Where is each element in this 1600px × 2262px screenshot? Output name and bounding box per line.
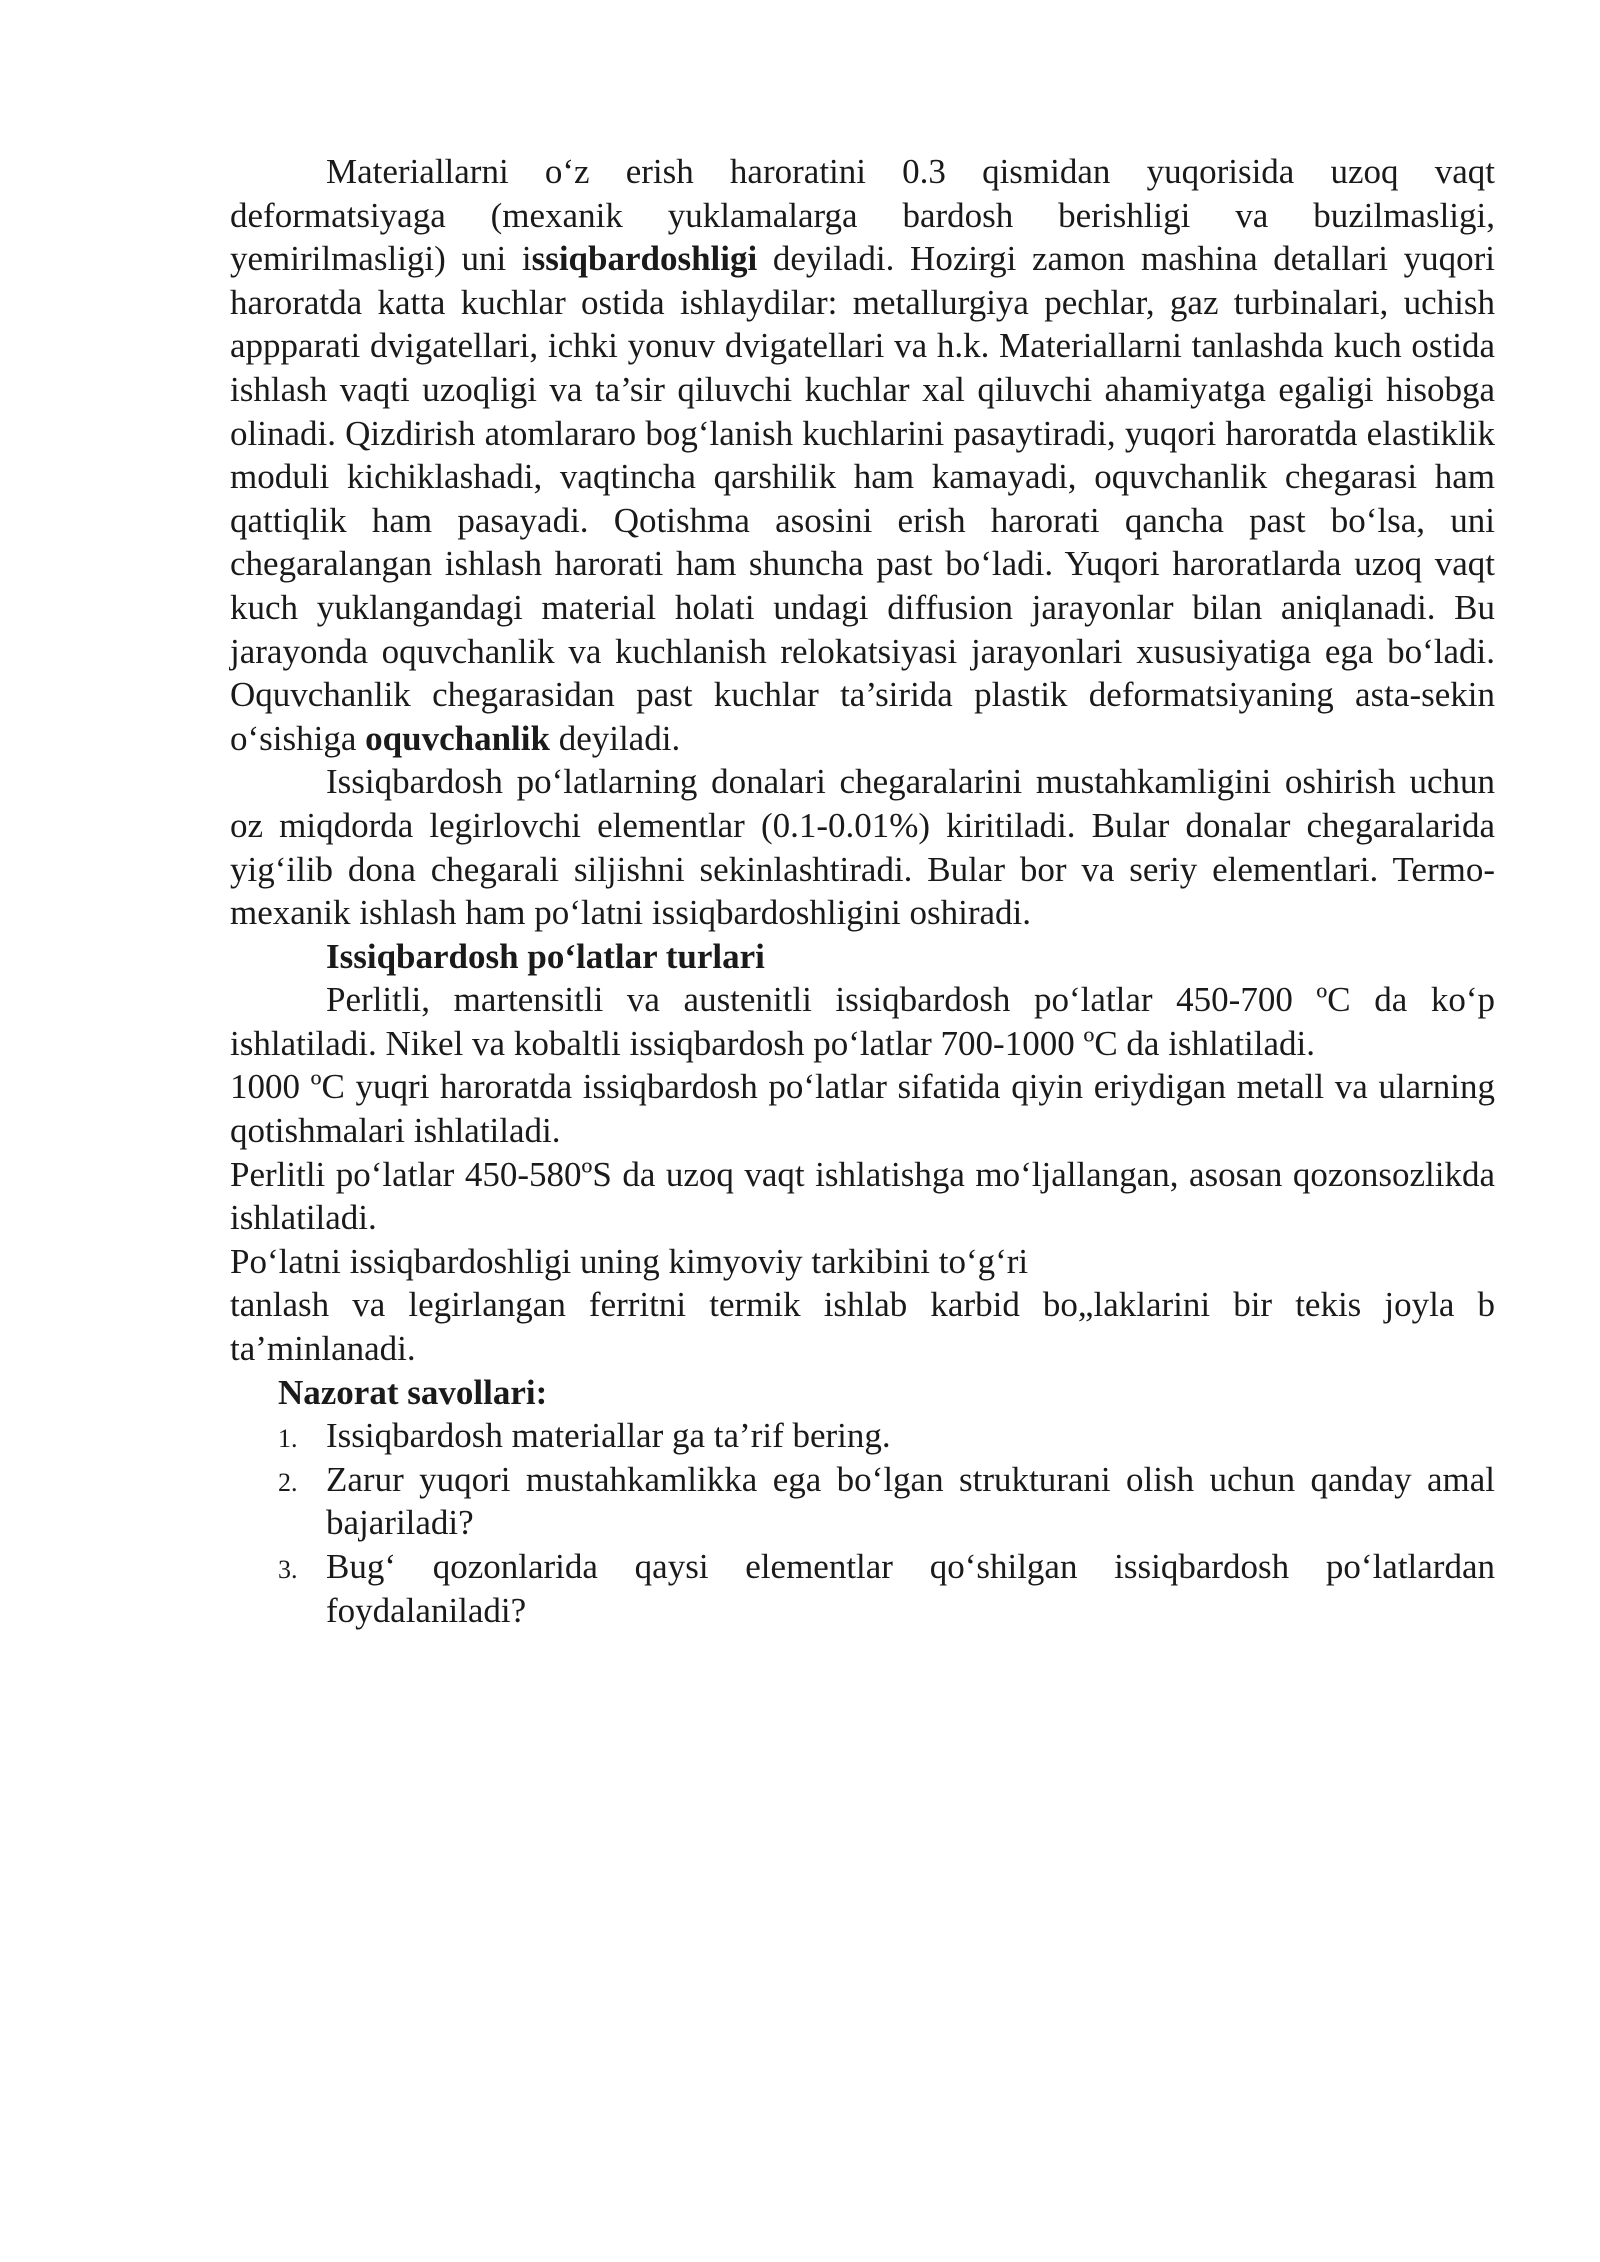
questions-list [230,1414,1495,1632]
paragraph-1000c: 1000 ºC yuqri haroratda issiqbardosh po‘latlar sifatida qiyin eriydigan metall va ularning qotishmalari ishlatiladi. [230,1067,1495,1151]
question-text: Zarur yuqori mustahkamlikka ega bo‘lgan strukturani olish uchun qanday amal bajariladi? [326,1459,1495,1543]
term-oquvchanlik: oquvchanlik [365,718,550,758]
paragraph-issiqbardoshlik-definition [230,150,1495,760]
question-number: 1. [278,1424,298,1454]
section-heading: Issiqbardosh po‘latlar turlari [326,936,765,976]
question-item [230,1414,1495,1458]
paragraph-legirlovchi: Issiqbardosh po‘latlarning donalari chegaralarini mustahkamligini oshirish uchun oz miqdorda legirlovchi elementlar (0.1-0.01%) kiritiladi. Bular donalar chegaralarida yig‘ilib dona chegarali siljishni sekinlashtiradi. Bular bor va seriy elementlari. Termo-mexanik ishlash ham po‘latni issiqbardoshligini oshiradi. [230,762,1495,933]
paragraph-text: deyiladi. Hozirgi zamon mashina detallari yuqori haroratda katta kuchlar ostida ishlaydilar: metallurgiya pechlar, gaz turbinalari, uchish appparati dvigatellari, ichki yonuv dvigatellari va h.k. Materiallarni tanlashda kuch ostida ishlash vaqti uzoqligi va ta’sir qiluvchi kuchlar xal qiluvchi ahamiyatga egaligi hisobga olinadi. Qizdirish atomlararo bog‘lanish kuchlarini pasaytiradi, yuqori haroratda elastiklik moduli kichiklashadi, vaqtincha qarshilik ham kamayadi, oquvchanlik chegarasi ham qattiqlik ham pasayadi. Qotishma asosini erish harorati qancha past bo‘lsa, uni chegaralangan ishlash harorati ham shuncha past bo‘ladi. Yuqori haroratlarda uzoq vaqt kuch yuklangandagi material holati undagi diffusion jarayonlar bilan aniqlanadi. Bu jarayonda oquvchanlik va kuchlanish relokatsiyasi jarayonlari xususiyatiga ega bo‘ladi. Oquvchanlik chegarasidan past kuchlar ta’sirida plastik deformatsiyaning asta-sekin o‘sishiga [230,239,1495,758]
paragraph-ferrit: tanlash va legirlangan ferritni termik ishlab karbid bo„laklarini bir tekis joyla b ta’minlanadi. [230,1285,1495,1369]
document-page [230,150,1495,1632]
question-number: 2. [278,1467,298,1497]
questions-title: Nazorat savollari: [278,1372,548,1412]
paragraph-text: deyiladi. [549,718,681,758]
question-text: Issiqbardosh materiallar ga ta’rif bering. [326,1416,891,1456]
paragraph-kimyoviy: Po‘latni issiqbardoshligi uning kimyoviy tarkibini to‘g‘ri [230,1241,1029,1281]
question-number: 3. [278,1555,298,1584]
term-issiqbardoshligi: ssiqbardoshligi [531,239,758,279]
paragraph-text: Materiallarni o‘z erish haroratini 0.3 qismidan yuqorisida uzoq vaqt deformatsiyaga (mexanik yuklamalarga bardosh berishligi va buzilmasligi, yemirilmasligi) uni i [230,152,1495,279]
question-text: Bug‘ qozonlarida qaysi elementlar qo‘shilgan issiqbardosh po‘latlardan foydalaniladi? [326,1547,1495,1630]
question-item [230,1545,1495,1632]
paragraph-perlitli: Perlitli po‘latlar 450-580ºS da uzoq vaqt ishlatishga mo‘ljallangan, asosan qozonsozlikda ishlatiladi. [230,1154,1495,1238]
paragraph-turlari: Perlitli, martensitli va austenitli issiqbardosh po‘latlar 450-700 ºC da ko‘p ishlatiladi. Nikel va kobaltli issiqbardosh po‘latlar 700-1000 ºC da ishlatiladi. [230,980,1495,1063]
question-item [230,1458,1495,1545]
